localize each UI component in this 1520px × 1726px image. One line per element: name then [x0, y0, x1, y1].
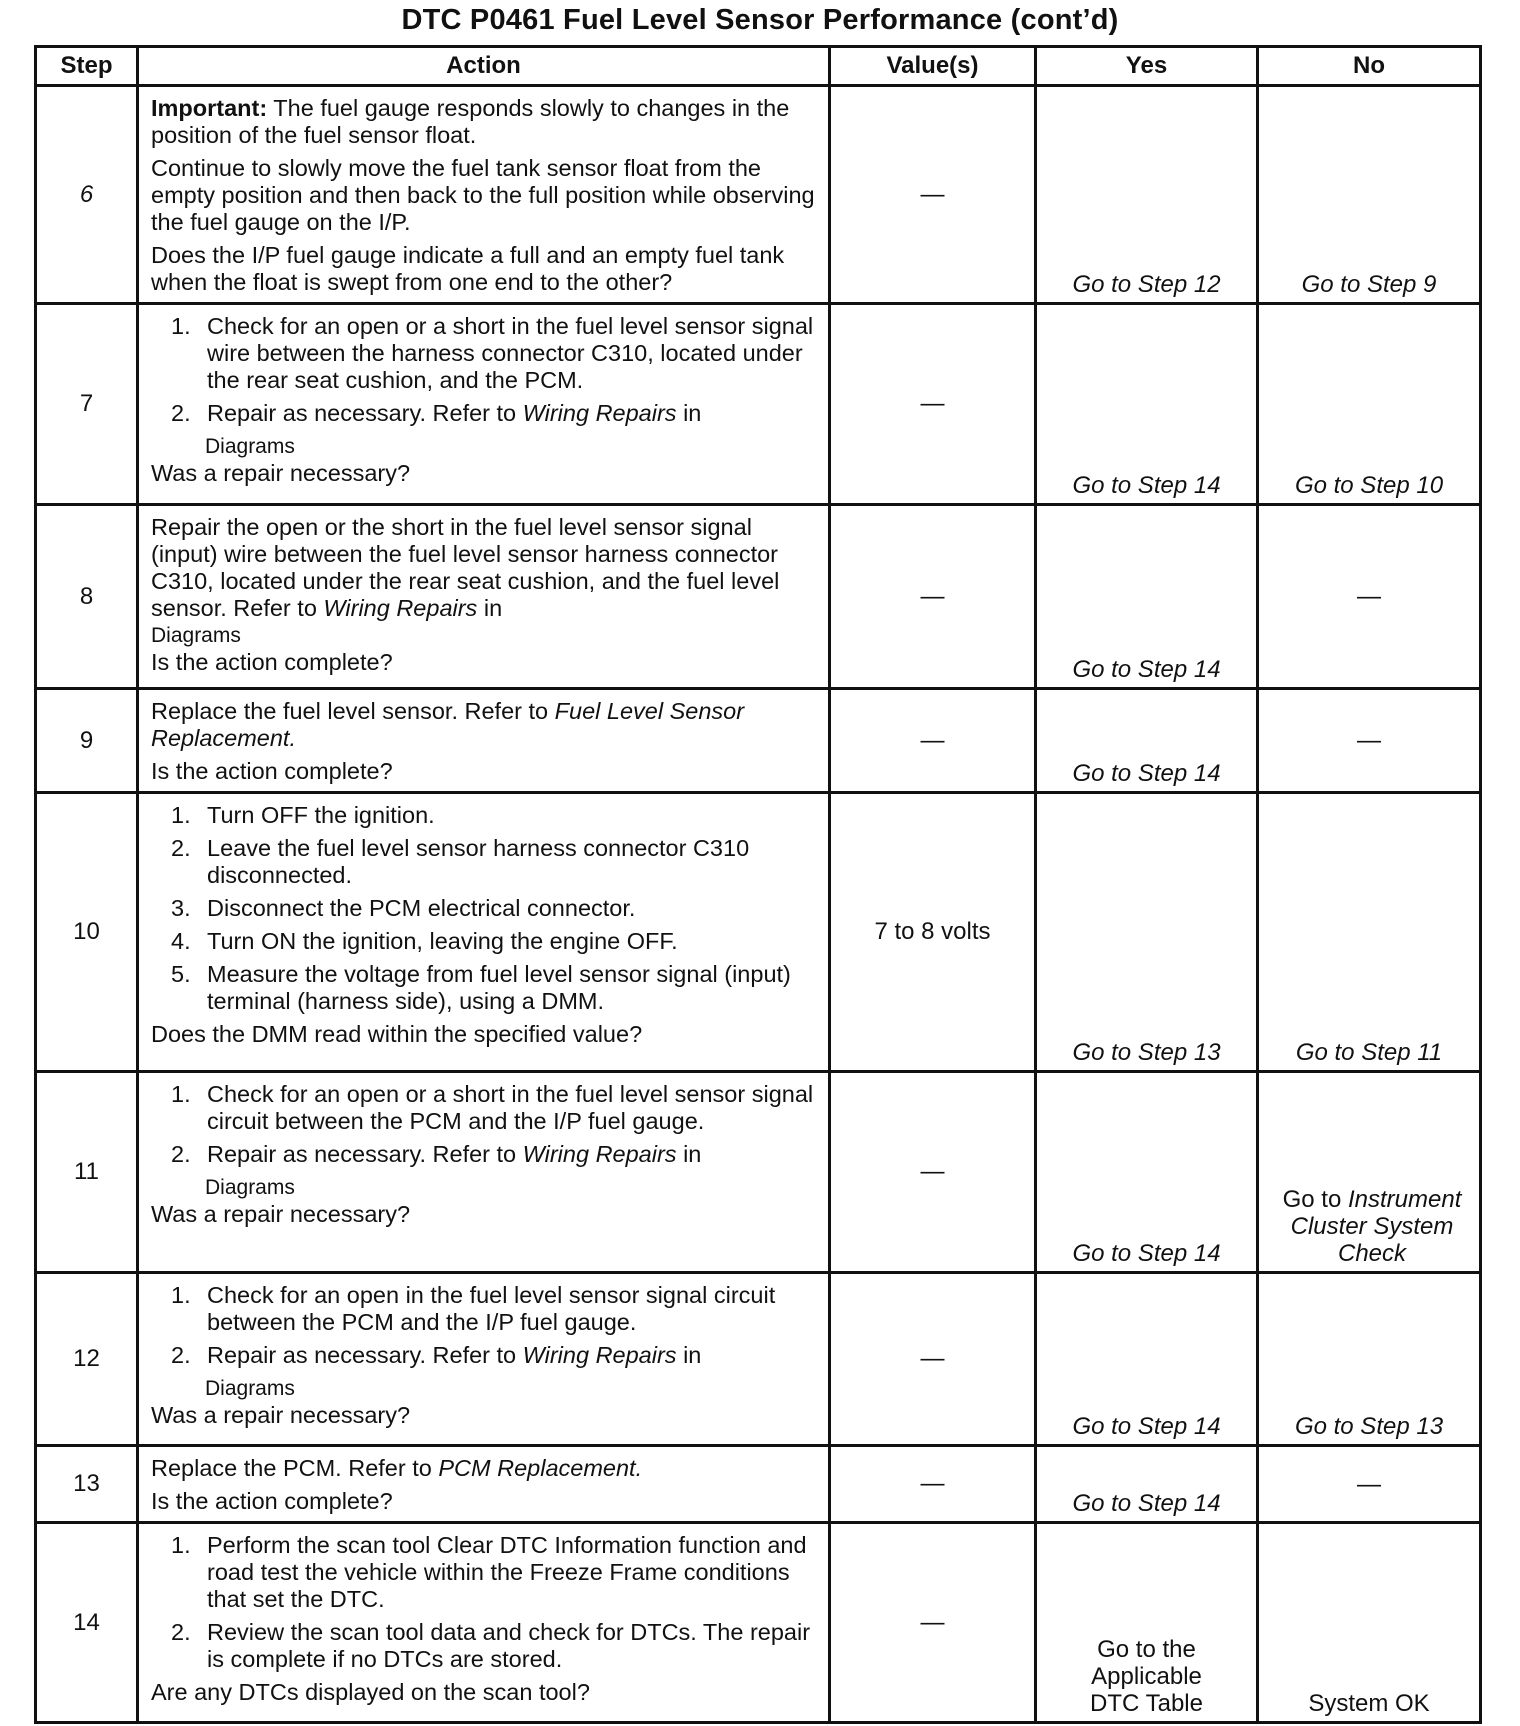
no-cell: Go to Step 13 — [1258, 1273, 1481, 1446]
step-number: 13 — [36, 1446, 138, 1523]
page-title: DTC P0461 Fuel Level Sensor Performance (cont’d) — [401, 4, 1119, 36]
step-number: 12 — [36, 1273, 138, 1446]
table-row — [36, 793, 1481, 1072]
yes-cell: Go to Step 14 — [1036, 505, 1258, 689]
list-item: 2. Repair as necessary. Refer to Wiring Repairs in — [171, 1141, 702, 1167]
action-question: Was a repair necessary? — [151, 1402, 411, 1428]
dtc-table — [34, 45, 1482, 1724]
action-question: Was a repair necessary? — [151, 1201, 411, 1227]
step-number: 6 — [36, 86, 138, 304]
step-number: 11 — [36, 1072, 138, 1273]
list-item: 3. Disconnect the PCM electrical connector. — [171, 895, 636, 921]
action-question: Does the I/P fuel gauge indicate a full and an empty fuel tank when the float is swept from one end to the other? — [151, 242, 785, 295]
table-row — [36, 1072, 1481, 1273]
value-cell: — — [830, 86, 1036, 304]
yes-cell: Go to Step 14 — [1036, 1072, 1258, 1273]
action-cell: Replace the fuel level sensor. Refer to Fuel Level Sensor Replacement. Is the action complete? — [138, 689, 830, 793]
step-number: 7 — [36, 304, 138, 505]
header-row — [36, 47, 1481, 86]
step-number: 10 — [36, 793, 138, 1072]
diagrams-ref: Diagrams — [205, 435, 295, 458]
list-item: 1. Perform the scan tool Clear DTC Information function and road test the vehicle within the Freeze Frame conditions that set the DTC. — [171, 1532, 807, 1612]
action-cell — [138, 793, 830, 1072]
value-cell: — — [830, 1072, 1036, 1273]
list-item: 1. Check for an open or a short in the fuel level sensor signal circuit between the PCM and the I/P fuel gauge. — [171, 1081, 814, 1134]
action-question: Does the DMM read within the specified value? — [151, 1021, 643, 1047]
list-item: 1. Check for an open or a short in the fuel level sensor signal wire between the harness connector C310, located under the rear seat cushion, and the PCM. — [171, 313, 814, 393]
action-cell — [138, 86, 830, 304]
action-cell — [138, 1523, 830, 1723]
step-number: 8 — [36, 505, 138, 689]
action-question: Is the action complete? — [151, 1488, 393, 1514]
no-cell: Go to Step 11 — [1258, 793, 1481, 1072]
action-question: Is the action complete? — [151, 649, 393, 675]
header-no: No — [1258, 47, 1481, 86]
value-cell: 7 to 8 volts — [830, 793, 1036, 1072]
value-cell: — — [830, 304, 1036, 505]
table-row — [36, 304, 1481, 505]
table-row — [36, 689, 1481, 793]
action-cell: Replace the PCM. Refer to PCM Replacement. Is the action complete? — [138, 1446, 830, 1523]
yes-cell: Go to Step 14 — [1036, 1446, 1258, 1523]
step-number: 14 — [36, 1523, 138, 1723]
table-row — [36, 1523, 1481, 1723]
no-cell: Go to Step 9 — [1258, 86, 1481, 304]
list-item: 1. Check for an open in the fuel level sensor signal circuit between the PCM and the I/P fuel gauge. — [171, 1282, 776, 1335]
action-question: Is the action complete? — [151, 758, 393, 784]
action-cell — [138, 1072, 830, 1273]
table-row — [36, 1446, 1481, 1523]
yes-cell: Go to Step 14 — [1036, 689, 1258, 793]
diagrams-ref: Diagrams — [205, 1176, 295, 1199]
table-row — [36, 505, 1481, 689]
value-cell: — — [830, 1523, 1036, 1723]
header-action: Action — [138, 47, 830, 86]
no-cell: Go to Step 10 — [1258, 304, 1481, 505]
action-cell — [138, 1273, 830, 1446]
diagrams-ref: Diagrams — [151, 624, 241, 647]
no-cell: System OK — [1258, 1523, 1481, 1723]
yes-cell: Go to Step 13 — [1036, 793, 1258, 1072]
value-cell: — — [830, 689, 1036, 793]
list-item: 2. Review the scan tool data and check for DTCs. The repair is complete if no DTCs are stored. — [171, 1619, 811, 1672]
value-cell: — — [830, 1446, 1036, 1523]
action-cell — [138, 304, 830, 505]
list-item: 2. Repair as necessary. Refer to Wiring Repairs in — [171, 400, 702, 426]
diagrams-ref: Diagrams — [205, 1377, 295, 1400]
list-item: 5. Measure the voltage from fuel level sensor signal (input) terminal (harness side), using a DMM. — [171, 961, 791, 1014]
list-item: 4. Turn ON the ignition, leaving the engine OFF. — [171, 928, 678, 954]
no-cell: — — [1258, 1446, 1481, 1523]
action-text: Continue to slowly move the fuel tank sensor float from the empty position and then back to the full position while observing the fuel gauge on the I/P. — [151, 155, 815, 235]
no-cell: — — [1258, 689, 1481, 793]
action-question: Was a repair necessary? — [151, 460, 411, 486]
important-label: Important: — [151, 95, 268, 121]
yes-cell: Go to Step 14 — [1036, 304, 1258, 505]
yes-cell: Go to Step 14 — [1036, 1273, 1258, 1446]
action-question: Are any DTCs displayed on the scan tool? — [151, 1679, 590, 1705]
important-text: The fuel gauge responds slowly to changes in the position of the fuel sensor float. — [151, 95, 790, 148]
header-yes: Yes — [1036, 47, 1258, 86]
header-step: Step — [36, 47, 138, 86]
value-cell: — — [830, 1273, 1036, 1446]
no-cell: Go to Instrument Cluster System Check — [1258, 1072, 1481, 1273]
step-number: 9 — [36, 689, 138, 793]
action-cell: Repair the open or the short in the fuel level sensor signal (input) wire between the fuel level sensor harness connector C310, located under the rear seat cushion, and the fuel level sensor. Refer to Wiring Repairs in Diagrams Is the action complete? — [138, 505, 830, 689]
list-item: 2. Leave the fuel level sensor harness connector C310 disconnected. — [171, 835, 750, 888]
list-item: 2. Repair as necessary. Refer to Wiring Repairs in — [171, 1342, 702, 1368]
no-cell: — — [1258, 505, 1481, 689]
list-item: 1. Turn OFF the ignition. — [171, 802, 435, 828]
header-values: Value(s) — [830, 47, 1036, 86]
yes-cell: Go to Step 12 — [1036, 86, 1258, 304]
yes-cell: Go to the Applicable DTC Table — [1036, 1523, 1258, 1723]
table-row — [36, 1273, 1481, 1446]
table-row — [36, 86, 1481, 304]
value-cell: — — [830, 505, 1036, 689]
